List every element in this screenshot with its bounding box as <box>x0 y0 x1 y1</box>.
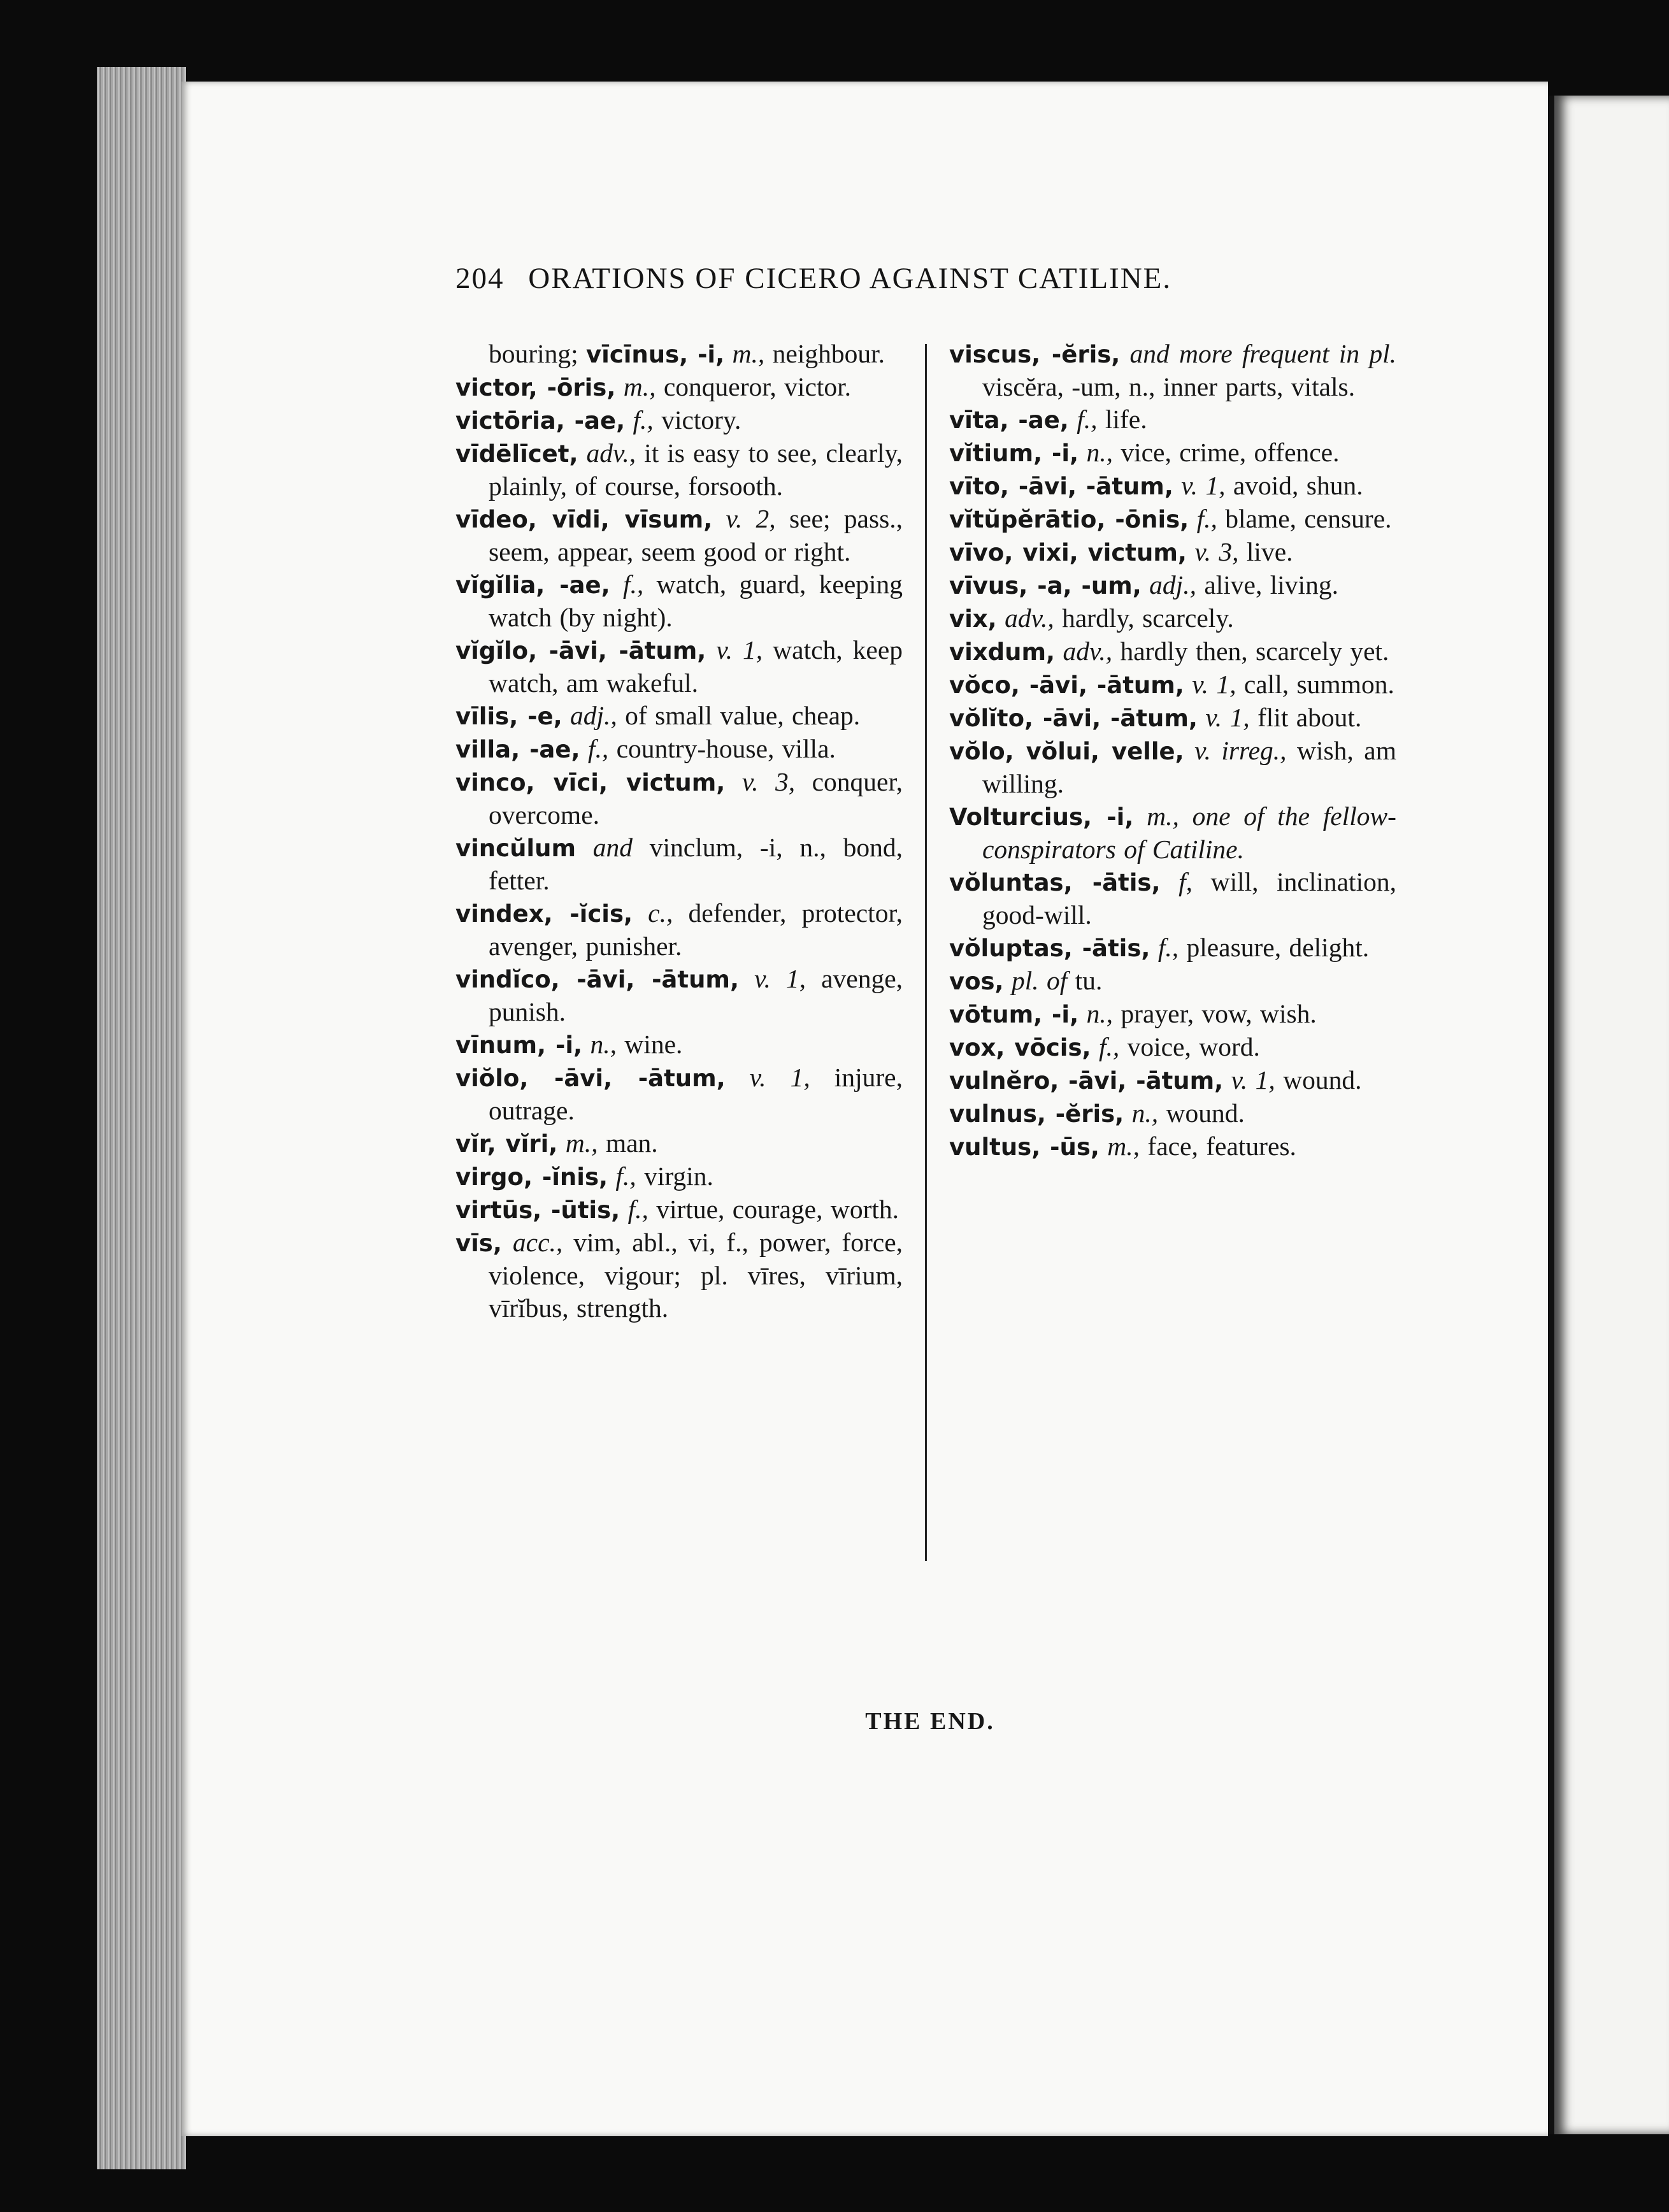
vocab-entry <box>455 437 903 503</box>
headword: vōtum, -i, <box>949 1001 1079 1028</box>
vocab-entry <box>455 831 903 897</box>
vocab-entry <box>949 735 1396 800</box>
headword: vixdum, <box>949 638 1056 666</box>
grammar-note: m., <box>557 1128 598 1158</box>
headword: vīcīnus, -i, <box>586 341 725 368</box>
headword: viŏlo, -āvi, -ātum, <box>455 1065 726 1092</box>
vocab-entry <box>455 897 903 963</box>
vocab-entry <box>455 700 903 733</box>
page-edges <box>97 67 186 2169</box>
definition: it is easy to see, clearly, plainly, of course, forsooth. <box>489 438 903 501</box>
definition: alive, living. <box>1196 570 1338 600</box>
page-number: 204 <box>455 262 505 295</box>
vocab-entry <box>455 1160 903 1193</box>
definition: hardly then, scarcely yet. <box>1112 636 1389 666</box>
headword: vīlis, -e, <box>455 703 562 730</box>
vocab-entry <box>949 1064 1396 1097</box>
headword: vindex, -ĭcis, <box>455 900 633 928</box>
vocab-entry <box>949 536 1396 569</box>
vocab-entry <box>455 634 903 700</box>
vocab-entry <box>949 1031 1396 1064</box>
definition: wine. <box>616 1030 683 1059</box>
vocab-entry <box>949 931 1396 965</box>
grammar-note: v. 1, <box>706 635 763 664</box>
vocab-entry <box>455 568 903 634</box>
grammar-note: f., <box>610 570 644 599</box>
definition: watch, guard, keeping watch (by night). <box>489 570 903 632</box>
grammar-note: f., <box>1150 933 1179 962</box>
vocabulary-left-column <box>455 338 903 1325</box>
column-divider <box>925 344 927 1561</box>
vocab-entry <box>455 963 903 1028</box>
grammar-note: m., <box>1099 1131 1140 1161</box>
grammar-note: and more frequent in pl. <box>1120 339 1396 368</box>
grammar-note: f., <box>1068 405 1098 434</box>
headword: vinco, vīci, victum, <box>455 769 726 796</box>
headword: vos, <box>949 968 1004 995</box>
headword: vŏluntas, -ātis, <box>949 869 1161 896</box>
vocab-entry <box>455 1061 903 1127</box>
headword: vŏco, -āvi, -ātum, <box>949 672 1184 699</box>
vocab-entry <box>455 733 903 766</box>
definition: neighbour. <box>764 339 885 368</box>
definition: defender, protector, avenger, punisher. <box>489 898 903 961</box>
vocab-entry <box>949 436 1396 470</box>
grammar-note: n., <box>582 1030 617 1059</box>
vocab-entry <box>455 371 903 404</box>
definition: vim, abl., vi, f., power, force, violence, vigour; pl. vīres, vīrium, vīrĭbus, strength. <box>489 1228 903 1323</box>
definition: face, features. <box>1140 1131 1296 1161</box>
headword: vīvo, vixi, victum, <box>949 539 1187 566</box>
definition: vinclum, -i, n., bond, fetter. <box>489 833 903 895</box>
headword: vīvus, -a, -um, <box>949 572 1142 600</box>
headword: vīdeo, vīdi, vīsum, <box>455 506 713 533</box>
grammar-note: n., <box>1078 438 1113 467</box>
vocab-entry <box>455 503 903 568</box>
headword: vultus, -ūs, <box>949 1133 1100 1161</box>
grammar-note: f., <box>608 1161 636 1191</box>
end-mark: THE END. <box>865 1708 995 1735</box>
vocab-entry <box>949 338 1396 403</box>
headword: vĭgĭlo, -āvi, -ātum, <box>455 637 706 664</box>
definition: avoid, shun. <box>1225 471 1363 500</box>
grammar-note: v. 3, <box>1186 537 1239 566</box>
definition: conqueror, victor. <box>655 372 852 401</box>
headword: virtūs, -ūtis, <box>455 1196 620 1224</box>
vocab-entry <box>949 635 1396 668</box>
vocab-entry <box>949 965 1396 998</box>
grammar-note: adv., <box>1055 636 1113 666</box>
grammar-note: adv., <box>996 603 1054 633</box>
headword: vix, <box>949 605 997 633</box>
grammar-note: n., <box>1078 999 1114 1028</box>
headword: victōria, -ae, <box>455 407 626 434</box>
grammar-note: v. 1, <box>725 1063 810 1092</box>
definition: will, inclination, good-will. <box>982 867 1396 930</box>
definition: virgin. <box>636 1161 713 1191</box>
vocab-entry <box>455 1193 903 1226</box>
definition: viscĕra, -um, n., inner parts, vitals. <box>982 372 1356 401</box>
headword: vĭr, vĭri, <box>455 1130 558 1158</box>
headword: vīdēlīcet, <box>455 440 578 468</box>
definition: live. <box>1238 537 1293 566</box>
definition: victory. <box>653 405 741 434</box>
vocab-entry <box>949 1130 1396 1163</box>
headword: vox, vōcis, <box>949 1034 1091 1061</box>
headword: vĭtŭpĕrātio, -ōnis, <box>949 506 1189 533</box>
grammar-note: adv., <box>578 438 636 468</box>
definition: hardly, scarcely. <box>1054 603 1234 633</box>
definition: call, summon. <box>1236 670 1394 699</box>
definition: voice, word. <box>1119 1032 1260 1061</box>
vocab-entry <box>949 800 1396 866</box>
vocab-entry <box>949 470 1396 503</box>
headword: vīnum, -i, <box>455 1031 583 1059</box>
vocab-entry <box>455 766 903 831</box>
grammar-note: v. 1, <box>1223 1065 1275 1095</box>
definition: life. <box>1097 405 1147 434</box>
headword: victor, -ōris, <box>455 374 616 401</box>
grammar-note: v. irreg., <box>1184 736 1287 765</box>
running-title: ORATIONS OF CICERO AGAINST CATILINE. <box>528 262 1172 295</box>
headword: vulnus, -ĕris, <box>949 1100 1124 1128</box>
headword: vŏlo, vŏlui, velle, <box>949 738 1184 765</box>
vocab-entry <box>949 1097 1396 1130</box>
grammar-note: v. 1, <box>739 964 806 993</box>
headword: vīto, -āvi, -ātum, <box>949 473 1173 500</box>
definition: pleasure, delight. <box>1178 933 1370 962</box>
definition: vice, crime, offence. <box>1112 438 1340 467</box>
definition: blame, censure. <box>1217 504 1392 533</box>
vocab-entry <box>949 503 1396 536</box>
definition: tu. <box>1067 966 1103 995</box>
vocab-entry <box>949 701 1396 735</box>
vocab-entry <box>949 866 1396 931</box>
definition: virtue, courage, worth. <box>648 1195 899 1224</box>
grammar-note: adj., <box>562 701 617 730</box>
definition: man. <box>598 1128 658 1158</box>
grammar-note: n., <box>1124 1098 1159 1128</box>
grammar-note: v. 1, <box>1197 703 1250 732</box>
vocab-entry <box>949 998 1396 1031</box>
headword: villa, -ae, <box>455 736 580 763</box>
definition: wish, am willing. <box>982 736 1396 798</box>
headword: vīta, -ae, <box>949 406 1069 434</box>
grammar-note: v. 2, <box>712 504 776 533</box>
vocab-entry <box>455 1028 903 1061</box>
grammar-note: m., <box>724 339 765 368</box>
grammar-note: adj., <box>1141 570 1196 600</box>
headword: vulnĕro, -āvi, -ātum, <box>949 1067 1224 1095</box>
headword: Volturcius, -i, <box>949 803 1134 831</box>
definition: injure, outrage. <box>489 1063 903 1125</box>
grammar-note: f., <box>1091 1032 1120 1061</box>
vocabulary-right-column <box>949 338 1396 1163</box>
headword: vŏlĭto, -āvi, -ātum, <box>949 705 1198 732</box>
headword: vŏluptas, -ātis, <box>949 935 1150 962</box>
headword: vĭgĭlia, -ae, <box>455 571 610 599</box>
vocab-entry <box>949 668 1396 701</box>
grammar-note: v. 1, <box>1173 471 1226 500</box>
vocab-entry <box>949 403 1396 436</box>
grammar-note: f, <box>1160 867 1193 896</box>
grammar-note: v. 1, <box>1184 670 1236 699</box>
facing-page-edge <box>1554 96 1669 2134</box>
headword: virgo, -ĭnis, <box>455 1163 608 1191</box>
grammar-note: f., <box>620 1195 648 1224</box>
definition: wound. <box>1275 1065 1362 1095</box>
vocab-entry <box>949 569 1396 602</box>
definition: avenge, punish. <box>489 964 903 1026</box>
vocab-entry <box>455 1127 903 1160</box>
definition: see; pass., seem, appear, seem good or right. <box>489 504 903 566</box>
definition: flit about. <box>1249 703 1362 732</box>
definition: of small value, cheap. <box>617 701 861 730</box>
headword: viscus, -ĕris, <box>949 341 1121 368</box>
running-header <box>455 261 1309 306</box>
grammar-note: f., <box>1189 504 1217 533</box>
headword: vincŭlum <box>455 835 576 862</box>
definition: prayer, vow, wish. <box>1113 999 1317 1028</box>
definition: country-house, villa. <box>608 734 836 763</box>
headword: vĭtium, -i, <box>949 440 1079 467</box>
vocab-entry <box>949 602 1396 635</box>
grammar-note: v. 3, <box>725 767 796 796</box>
grammar-note: and <box>576 833 633 862</box>
grammar-note: pl. of <box>1003 966 1068 995</box>
definition: watch, keep watch, am wakeful. <box>489 635 903 698</box>
grammar-note: acc., <box>501 1228 563 1257</box>
vocab-entry <box>455 338 903 371</box>
definition: wound. <box>1158 1098 1245 1128</box>
headword: vīs, <box>455 1230 502 1257</box>
vocab-entry <box>455 404 903 437</box>
grammar-note: c., <box>633 898 673 928</box>
definition: conquer, overcome. <box>489 767 903 830</box>
grammar-note: m., <box>615 372 656 401</box>
grammar-note: m., one of the fellow-conspirators of Catiline. <box>982 801 1396 864</box>
continued-text: bouring; <box>489 339 587 368</box>
grammar-note: f., <box>580 734 609 763</box>
grammar-note: f., <box>625 405 654 434</box>
headword: vindĭco, -āvi, -ātum, <box>455 966 740 993</box>
vocab-entry <box>455 1226 903 1325</box>
